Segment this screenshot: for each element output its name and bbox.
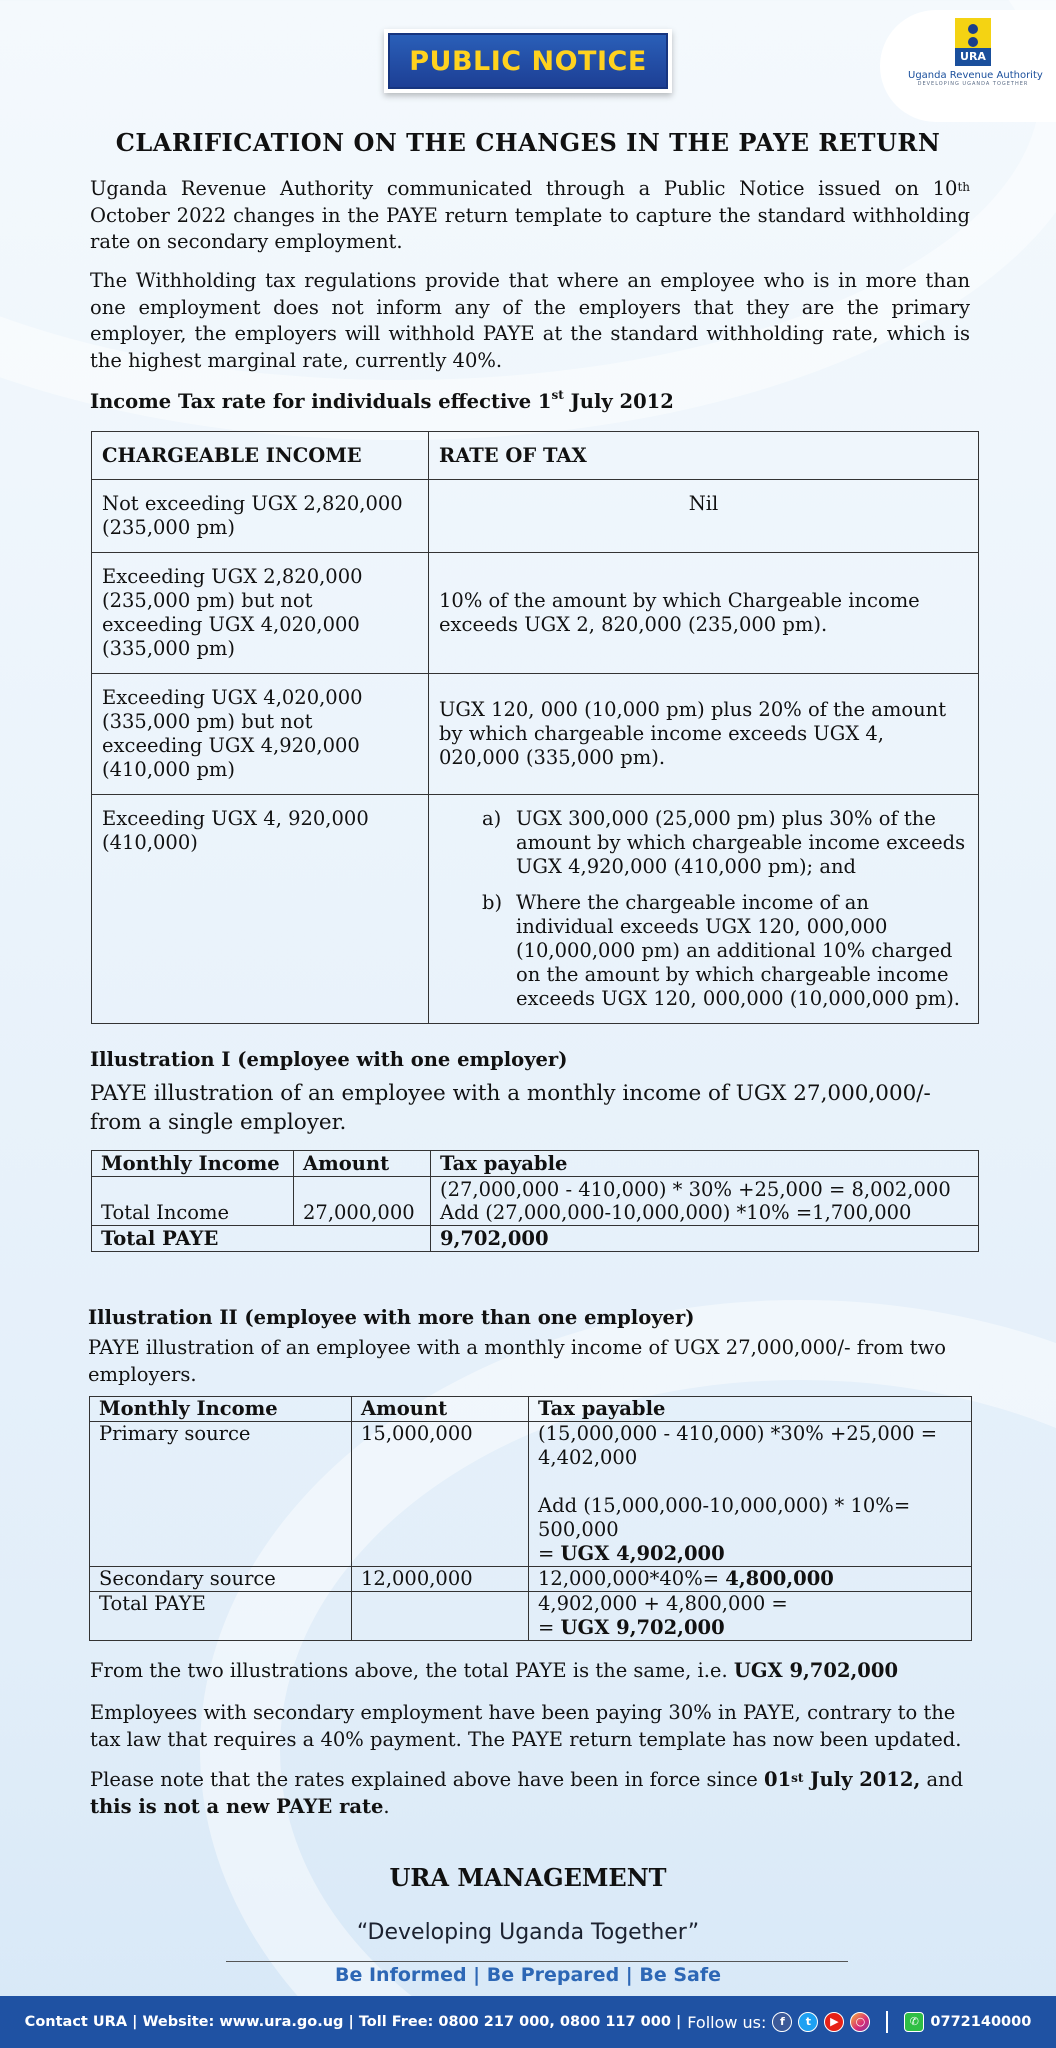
income-cell: Exceeding UGX 4,020,000 (335,000 pm) but not exceeding UGX 4,920,000 (410,000 pm)	[92, 674, 429, 795]
list-item: a) UGX 300,000 (25,000 pm) plus 30% of the amount by which chargeable income exceeds UGX 4,920,000 (410,000 pm); and	[482, 807, 966, 878]
divider	[226, 1961, 848, 1962]
rate-table-heading: Income Tax rate for individuals effective 1st July 2012	[90, 388, 674, 413]
illustration1-intro: PAYE illustration of an employee with a monthly income of UGX 27,000,000/- from a single employer.	[90, 1081, 931, 1135]
primary-source-label: Primary source	[90, 1422, 352, 1567]
table-header-row	[92, 1151, 979, 1177]
informed-tagline: Be Informed | Be Prepared | Be Safe	[335, 1964, 721, 1986]
slogan: “Developing Uganda Together”	[356, 1920, 700, 1945]
header-monthly-income: Monthly Income	[90, 1397, 352, 1422]
youtube-icon[interactable]: ▶	[824, 2012, 844, 2032]
conclusion-same-paye: From the two illustrations above, the total PAYE is the same, i.e. UGX 9,702,000	[90, 1659, 899, 1682]
header-tax-payable: Tax payable	[529, 1397, 972, 1422]
rate-cell	[429, 795, 979, 1024]
total-paye-amount	[352, 1592, 529, 1641]
header-tax-payable: Tax payable	[431, 1151, 979, 1177]
footer-contact: Contact URA | Website: www.ura.go.ug | Toll Free: 0800 217 000, 0800 117 000 |	[24, 2014, 682, 2030]
rate-cell: Nil	[429, 480, 979, 553]
header-monthly-income: Monthly Income	[92, 1151, 294, 1177]
public-notice-badge-text: PUBLIC NOTICE	[388, 33, 668, 89]
income-tax-rate-table	[91, 431, 979, 1024]
table-header-row	[90, 1397, 972, 1422]
ura-logo-mark	[951, 18, 995, 64]
public-notice-badge	[384, 29, 672, 93]
intro-paragraph: Uganda Revenue Authority communicated through a Public Notice issued on 10th October 2022 changes in the PAYE return template to capture the standard withholding rate on secondary employment.	[90, 177, 970, 253]
facebook-icon[interactable]: f	[772, 2012, 792, 2032]
twitter-icon[interactable]: t	[798, 2012, 818, 2032]
total-income-amount: 27,000,000	[294, 1177, 431, 1226]
secondary-source-calc: 12,000,000*40%= 4,800,000	[529, 1567, 972, 1592]
list-item: b) Where the chargeable income of an individual exceeds UGX 120, 000,000 (10,000,000 pm) an additional 10% charged on the amount by which chargeable income exceeds UGX 120, 000,000 (10,000,000 pm).	[482, 891, 961, 1010]
ura-logo	[908, 18, 1043, 98]
illustration2-heading: Illustration II (employee with more than one employer)	[88, 1306, 695, 1329]
table-row	[92, 1226, 979, 1252]
table-row	[92, 674, 979, 795]
ura-logo-abbr: URA	[955, 48, 991, 66]
rate-list	[439, 807, 968, 1011]
whatsapp-icon[interactable]: ✆	[904, 2012, 924, 2032]
primary-source-calc: (15,000,000 - 410,000) *30% +25,000 = 4,402,000 Add (15,000,000-10,000,000) * 10%= 500,000 = UGX 4,902,000	[529, 1422, 972, 1567]
income-cell: Not exceeding UGX 2,820,000 (235,000 pm)	[92, 480, 429, 553]
table-row	[90, 1567, 972, 1592]
table-row	[92, 480, 979, 553]
signature-ura-management: URA MANAGEMENT	[389, 1863, 667, 1892]
header-chargeable-income: CHARGEABLE INCOME	[92, 432, 429, 480]
illustration2-table	[89, 1396, 972, 1641]
tax-payable-calc: (27,000,000 - 410,000) * 30% +25,000 = 8,002,000 Add (27,000,000-10,000,000) *10% =1,700,000	[431, 1177, 979, 1226]
total-paye-label: Total PAYE	[92, 1226, 431, 1252]
table-row	[92, 1177, 979, 1226]
illustration1-heading: Illustration I (employee with one employer)	[90, 1048, 568, 1071]
table-row	[90, 1422, 972, 1567]
total-paye-calc: 4,902,000 + 4,800,000 = = UGX 9,702,000	[529, 1592, 972, 1641]
table-row	[92, 795, 979, 1024]
total-income-label: Total Income	[92, 1177, 294, 1226]
table-header-row	[92, 432, 979, 480]
regulation-paragraph: The Withholding tax regulations provide that where an employee who is in more than one employment does not inform any of the employers that they are the primary employer, the employers will withhold PAYE at the standard withholding rate, which is the highest marginal rate, currently 40%.	[90, 269, 970, 372]
footer-bar	[0, 1996, 1056, 2048]
secondary-source-label: Secondary source	[90, 1567, 352, 1592]
instagram-icon[interactable]: ○	[850, 2012, 870, 2032]
notice-title: CLARIFICATION ON THE CHANGES IN THE PAYE RETURN	[115, 128, 941, 157]
total-paye-label: Total PAYE	[90, 1592, 352, 1641]
header-rate-of-tax: RATE OF TAX	[429, 432, 979, 480]
ura-logo-tagline: DEVELOPING UGANDA TOGETHER	[917, 81, 1029, 87]
footer-phone[interactable]: 0772140000	[930, 2014, 1032, 2030]
header-amount: Amount	[294, 1151, 431, 1177]
total-paye-value: 9,702,000	[431, 1226, 979, 1252]
illustration2-intro: PAYE illustration of an employee with a monthly income of UGX 27,000,000/- from two employers.	[88, 1336, 947, 1386]
table-row	[92, 553, 979, 674]
footer-follow-label: Follow us:	[687, 2012, 767, 2032]
conclusion-secondary-employment: Employees with secondary employment have been paying 30% in PAYE, contrary to the tax law that requires a 40% payment. The PAYE return template has now been updated.	[90, 1701, 962, 1751]
illustration1-table	[91, 1150, 979, 1252]
table-row	[90, 1592, 972, 1641]
secondary-source-amount: 12,000,000	[352, 1567, 529, 1592]
conclusion-rate-note: Please note that the rates explained above have been in force since 01st July 2012, and this is not a new PAYE rate.	[90, 1768, 964, 1818]
rate-cell: UGX 120, 000 (10,000 pm) plus 20% of the amount by which chargeable income exceeds UGX 4, 020,000 (335,000 pm).	[429, 674, 979, 795]
header-amount: Amount	[352, 1397, 529, 1422]
footer-divider	[886, 2011, 888, 2033]
rate-cell: 10% of the amount by which Chargeable income exceeds UGX 2, 820,000 (235,000 pm).	[429, 553, 979, 674]
primary-source-amount: 15,000,000	[352, 1422, 529, 1567]
income-cell: Exceeding UGX 4, 920,000 (410,000)	[92, 795, 429, 1024]
income-cell: Exceeding UGX 2,820,000 (235,000 pm) but not exceeding UGX 4,020,000 (335,000 pm)	[92, 553, 429, 674]
ura-logo-name: Uganda Revenue Authority	[908, 70, 1043, 81]
